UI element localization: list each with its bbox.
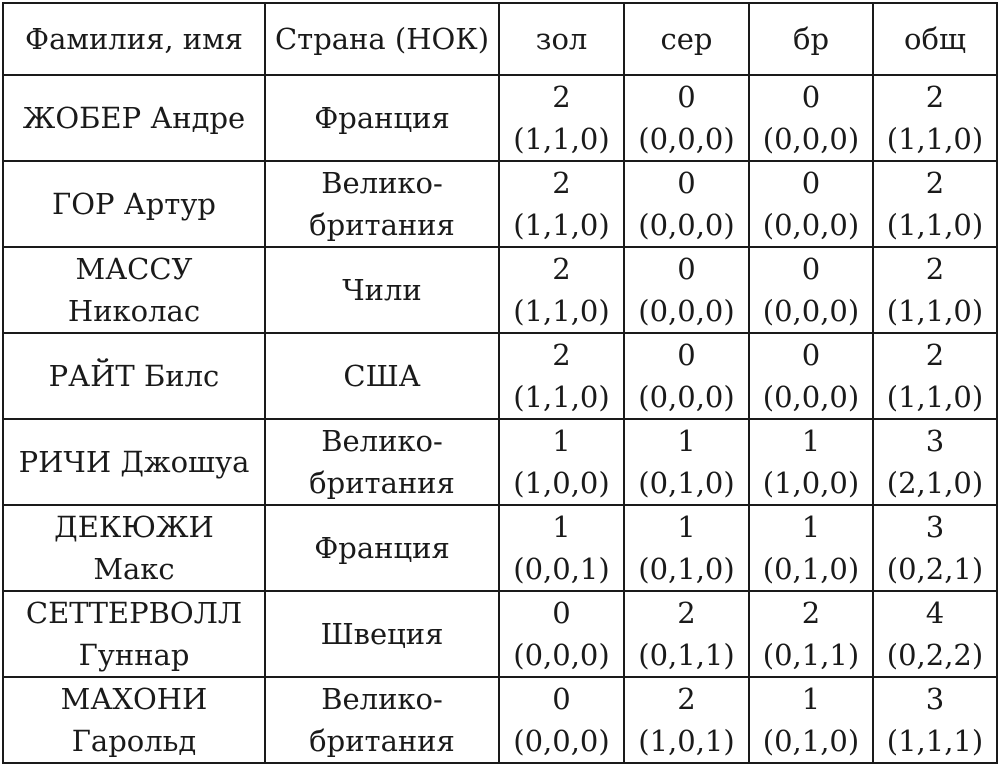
cell-total-line: (1,1,0) [886, 122, 984, 156]
cell-gold-line: (0,0,1) [513, 552, 610, 586]
cell-country [265, 591, 499, 677]
cell-bronze [749, 677, 873, 763]
cell-bronze-line: 1 [801, 424, 821, 458]
cell-country [265, 419, 499, 505]
cell-bronze-line: (0,1,0) [762, 724, 860, 758]
table-row [3, 161, 997, 247]
cell-silver [624, 75, 749, 161]
cell-gold [499, 505, 624, 591]
cell-silver-line: (0,1,0) [638, 466, 735, 500]
cell-name-line: РАЙТ Билс [48, 359, 220, 393]
table-row [3, 419, 997, 505]
cell-name [3, 505, 265, 591]
cell-name [3, 247, 265, 333]
cell-total-line: (0,2,2) [886, 638, 984, 672]
cell-bronze-line: 2 [801, 596, 821, 630]
cell-name-line: Гарольд [71, 724, 197, 758]
cell-country-line: Чили [342, 273, 422, 307]
cell-total-line: 3 [925, 424, 945, 458]
cell-gold-line: (1,1,0) [513, 294, 610, 328]
cell-silver [624, 161, 749, 247]
cell-silver-line: 1 [677, 510, 696, 544]
table-row [3, 247, 997, 333]
cell-country-line: Франция [314, 531, 450, 565]
cell-country-line: Швеция [320, 617, 444, 651]
cell-country [265, 505, 499, 591]
cell-gold-line: 2 [552, 166, 571, 200]
cell-gold [499, 161, 624, 247]
cell-total [873, 75, 997, 161]
cell-total-line: 2 [925, 166, 945, 200]
cell-gold-line: 1 [552, 510, 571, 544]
cell-name [3, 161, 265, 247]
cell-bronze-line: 1 [801, 510, 821, 544]
cell-silver [624, 247, 749, 333]
cell-total-line: 3 [925, 682, 945, 716]
medals-table [2, 2, 998, 764]
cell-country [265, 677, 499, 763]
cell-name-line: РИЧИ Джошуа [18, 445, 250, 479]
cell-name-line: ГОР Артур [52, 187, 216, 221]
cell-total-line: (1,1,1) [886, 724, 984, 758]
cell-bronze-line: (0,1,1) [762, 638, 860, 672]
cell-name-line: СЕТТЕРВОЛЛ [25, 596, 243, 630]
cell-silver-line: (0,1,0) [638, 552, 735, 586]
cell-silver-line: (0,0,0) [638, 380, 735, 414]
cell-total [873, 247, 997, 333]
cell-gold-line: (0,0,0) [513, 638, 610, 672]
cell-country [265, 75, 499, 161]
cell-silver-line: 0 [677, 252, 696, 286]
cell-bronze-line: 0 [801, 166, 821, 200]
cell-total [873, 419, 997, 505]
cell-silver-line: (0,0,0) [638, 294, 735, 328]
table-row [3, 505, 997, 591]
cell-name [3, 333, 265, 419]
cell-silver-line: 1 [677, 424, 696, 458]
cell-country [265, 247, 499, 333]
header-total: общ [873, 3, 997, 75]
cell-bronze-line: (0,0,0) [762, 380, 860, 414]
cell-gold-line: 2 [552, 80, 571, 114]
cell-total-line: 2 [925, 252, 945, 286]
cell-bronze [749, 333, 873, 419]
cell-gold-line: 0 [552, 682, 571, 716]
cell-country-line: Велико- [321, 424, 443, 458]
cell-silver [624, 591, 749, 677]
header-bronze: бр [749, 3, 873, 75]
cell-gold [499, 677, 624, 763]
cell-silver-line: 2 [677, 682, 696, 716]
cell-silver-line: 0 [677, 80, 696, 114]
cell-bronze [749, 247, 873, 333]
cell-gold-line: (1,1,0) [513, 380, 610, 414]
cell-bronze [749, 419, 873, 505]
cell-silver-line: 0 [677, 338, 696, 372]
cell-bronze-line: 0 [801, 80, 821, 114]
table-row [3, 591, 997, 677]
cell-silver-line: (0,0,0) [638, 208, 735, 242]
header-country: Страна (НОК) [265, 3, 499, 75]
cell-bronze-line: (0,0,0) [762, 208, 860, 242]
cell-gold-line: (1,1,0) [513, 208, 610, 242]
cell-total [873, 677, 997, 763]
cell-name-line: МАХОНИ [60, 682, 208, 716]
cell-name-line: ЖОБЕР Андре [22, 101, 246, 135]
cell-total-line: 3 [925, 510, 945, 544]
cell-gold [499, 419, 624, 505]
cell-name-line: Макс [93, 552, 175, 586]
cell-gold-line: 2 [552, 252, 571, 286]
cell-gold [499, 591, 624, 677]
cell-total [873, 161, 997, 247]
cell-silver-line: (1,0,1) [638, 724, 735, 758]
table-row [3, 677, 997, 763]
cell-gold-line: 1 [552, 424, 571, 458]
cell-bronze-line: 0 [801, 252, 821, 286]
cell-gold [499, 75, 624, 161]
header-silver: сер [624, 3, 749, 75]
cell-silver [624, 419, 749, 505]
cell-country-line: британия [309, 724, 455, 758]
cell-name-line: МАССУ [75, 252, 193, 286]
table-body [3, 75, 997, 763]
cell-bronze-line: 0 [801, 338, 821, 372]
cell-country-line: США [343, 359, 421, 393]
cell-bronze-line: (0,0,0) [762, 122, 860, 156]
cell-total-line: 4 [925, 596, 945, 630]
cell-bronze-line: (0,1,0) [762, 552, 860, 586]
cell-total-line: (1,1,0) [886, 294, 984, 328]
cell-country-line: Франция [314, 101, 450, 135]
cell-gold [499, 247, 624, 333]
cell-silver-line: 2 [677, 596, 696, 630]
cell-total-line: (1,1,0) [886, 380, 984, 414]
cell-bronze-line: (0,0,0) [762, 294, 860, 328]
cell-name [3, 75, 265, 161]
cell-gold-line: (1,1,0) [513, 122, 610, 156]
cell-bronze-line: 1 [801, 682, 821, 716]
cell-name-line: Николас [67, 294, 201, 328]
cell-total [873, 333, 997, 419]
cell-gold [499, 333, 624, 419]
cell-name [3, 419, 265, 505]
cell-bronze [749, 591, 873, 677]
cell-gold-line: 0 [552, 596, 571, 630]
cell-country [265, 161, 499, 247]
cell-total [873, 591, 997, 677]
cell-silver [624, 505, 749, 591]
cell-name [3, 591, 265, 677]
cell-total-line: 2 [925, 338, 945, 372]
cell-country-line: британия [309, 208, 455, 242]
cell-name-line: Гуннар [78, 638, 190, 672]
cell-total-line: (2,1,0) [886, 466, 984, 500]
cell-gold-line: (0,0,0) [513, 724, 610, 758]
cell-total-line: (0,2,1) [886, 552, 984, 586]
cell-name [3, 677, 265, 763]
cell-total-line: (1,1,0) [886, 208, 984, 242]
cell-total-line: 2 [925, 80, 945, 114]
cell-gold-line: (1,0,0) [513, 466, 610, 500]
cell-bronze-line: (1,0,0) [762, 466, 860, 500]
table-row [3, 75, 997, 161]
header-row [3, 3, 997, 75]
cell-bronze [749, 505, 873, 591]
cell-silver [624, 677, 749, 763]
cell-bronze [749, 161, 873, 247]
cell-silver-line: (0,0,0) [638, 122, 735, 156]
cell-country-line: Велико- [321, 682, 443, 716]
header-gold: зол [499, 3, 624, 75]
cell-total [873, 505, 997, 591]
cell-country [265, 333, 499, 419]
table-row [3, 333, 997, 419]
cell-silver-line: 0 [677, 166, 696, 200]
cell-bronze [749, 75, 873, 161]
cell-name-line: ДЕКЮЖИ [54, 510, 214, 544]
cell-silver-line: (0,1,1) [638, 638, 735, 672]
cell-country-line: британия [309, 466, 455, 500]
cell-gold-line: 2 [552, 338, 571, 372]
cell-silver [624, 333, 749, 419]
header-name: Фамилия, имя [3, 3, 265, 75]
cell-country-line: Велико- [321, 166, 443, 200]
